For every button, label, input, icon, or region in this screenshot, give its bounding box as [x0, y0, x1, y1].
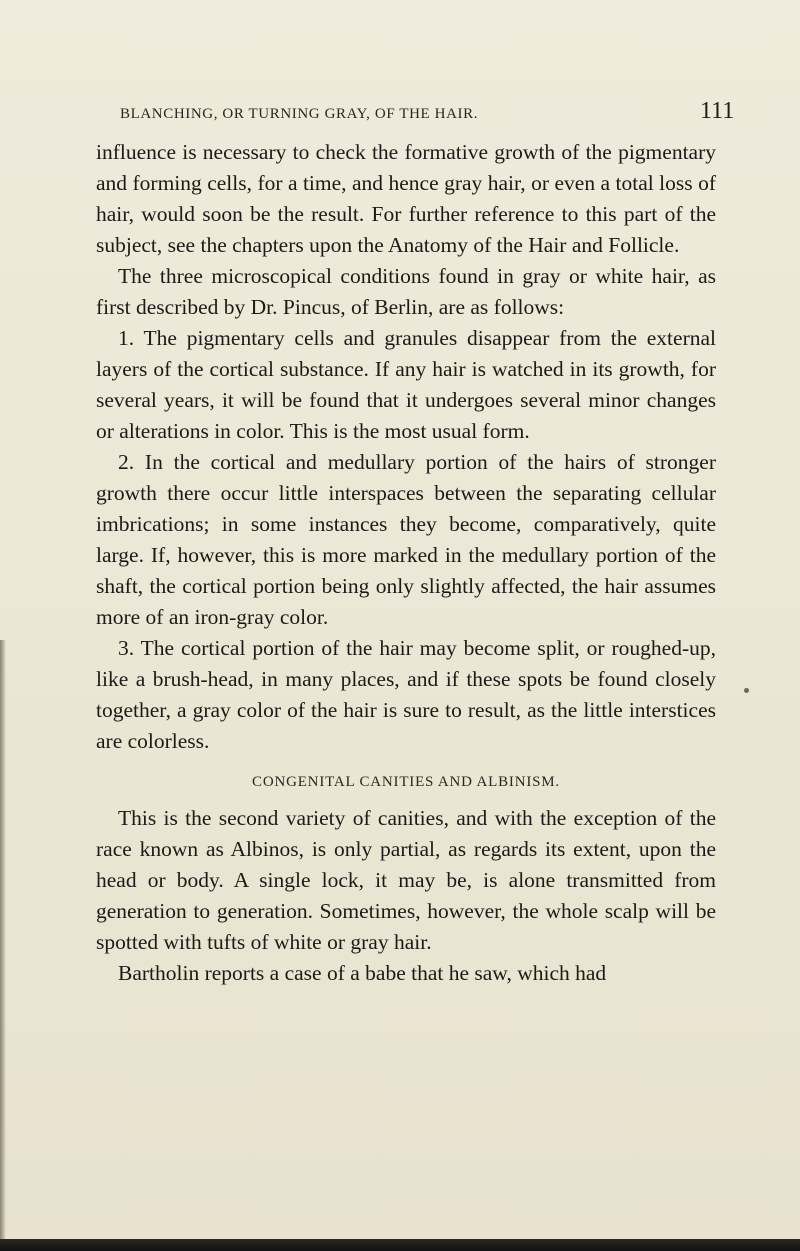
running-head: BLANCHING, OR TURNING GRAY, OF THE HAIR. — [120, 106, 479, 122]
paragraph: This is the second variety of canities, and with the exception of the race known as Albinos, is only partial, as regards its extent, upon the head or body. A single lock, it may be, is alone transmitted from generation to generation. Sometimes, however, the whole scalp will be spotted with tufts of white or gray hair. — [96, 806, 716, 954]
paragraph: 1. The pigmentary cells and granules disappear from the external layers of the cortical substance. If any hair is watched in its growth, for several years, it will be found that it undergoes several minor changes or alterations in color. This is the most usual form. — [96, 326, 716, 443]
section-heading: CONGENITAL CANITIES AND ALBINISM. — [252, 774, 560, 790]
body-text — [96, 137, 716, 989]
page-number: 111 — [700, 98, 735, 124]
ink-spot — [744, 688, 749, 693]
paragraph: influence is necessary to check the formative growth of the pigmentary and forming cells, for a time, and hence gray hair, or even a total loss of hair, would soon be the result. For further reference to this part of the subject, see the chapters upon the Anatomy of the Hair and Follicle. — [96, 140, 716, 257]
paragraph: The three microscopical conditions found in gray or white hair, as first described by Dr. Pincus, of Berlin, are as follows: — [96, 264, 716, 319]
paragraph: 3. The cortical portion of the hair may become split, or roughed-up, like a brush-head, in many places, and if these spots be found closely together, a gray color of the hair is sure to result, as the little interstices are colorless. — [96, 636, 716, 753]
paragraph: 2. In the cortical and medullary portion of the hairs of stronger growth there occur little interspaces between the separating cellular imbrications; in some instances they become, comparatively, quite large. If, however, this is more marked in the medullary portion of the shaft, the cortical portion being only slightly affected, the hair assumes more of an iron-gray color. — [96, 450, 716, 629]
paragraph: Bartholin reports a case of a babe that he saw, which had — [118, 961, 607, 985]
page-bottom-edge — [0, 1239, 800, 1251]
binding-edge — [0, 640, 6, 1240]
